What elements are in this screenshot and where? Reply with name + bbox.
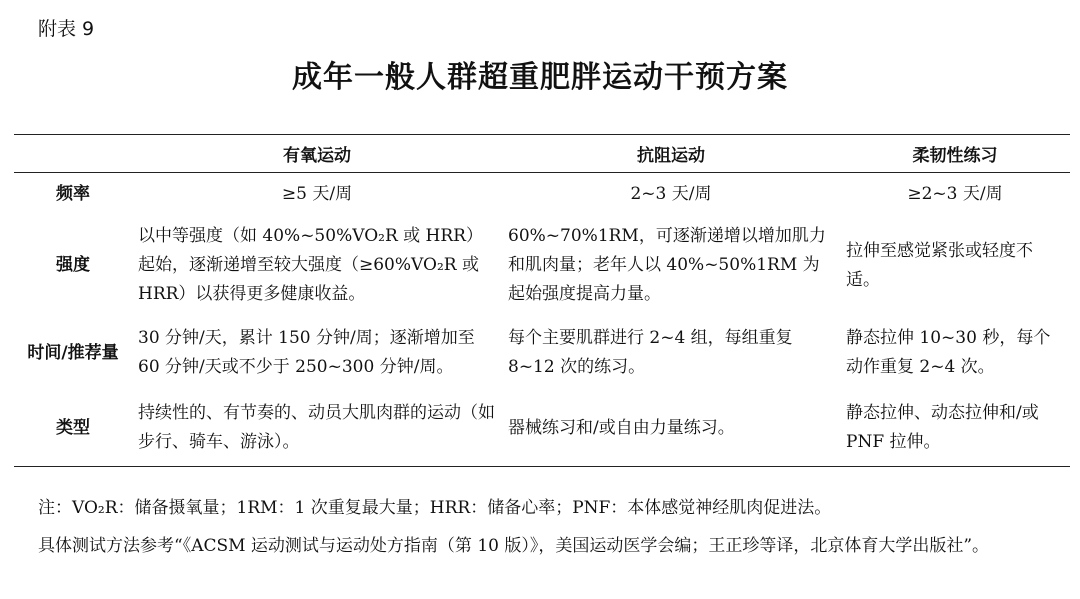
cell-resistance: 2~3 天/周 — [630, 183, 712, 204]
row-label: 类型 — [56, 417, 90, 438]
cell-aerobic: 以中等强度（如 40%~50%VO₂R 或 HRR）起始，逐渐递增至较大强度（≥60%VO₂R 或 HRR）以获得更多健康收益。 — [138, 226, 483, 304]
table-row-duration — [14, 316, 1070, 390]
row-label: 时间/推荐量 — [27, 342, 119, 363]
appendix-label: 附表 9 — [38, 18, 95, 40]
column-header-blank — [14, 135, 132, 173]
cell-resistance: 器械练习和/或自由力量练习。 — [508, 417, 735, 438]
cell-resistance: 60%~70%1RM，可逐渐递增以增加肌力和肌肉量；老年人以 40%~50%1RM 为起始强度提高力量。 — [508, 226, 826, 304]
footnote-reference: 具体测试方法参考“《ACSM 运动测试与运动处方指南（第 10 版）》，美国运动医学会编；王正珍等译，北京体育大学出版社”。 — [38, 536, 990, 556]
cell-aerobic: 持续性的、有节奏的、动员大肌肉群的运动（如步行、骑车、游泳）。 — [138, 403, 495, 452]
column-header-resistance: 抗阻运动 — [637, 146, 705, 166]
cell-aerobic: ≥5 天/周 — [281, 183, 353, 204]
table-row-frequency — [14, 173, 1070, 216]
table-row-intensity — [14, 215, 1070, 316]
column-header-aerobic: 有氧运动 — [283, 146, 351, 166]
column-header-flexibility: 柔韧性练习 — [912, 146, 998, 166]
cell-aerobic: 30 分钟/天，累计 150 分钟/周；逐渐增加至 60 分钟/天或不少于 250~300 分钟/周。 — [138, 328, 475, 377]
row-label: 强度 — [56, 255, 90, 275]
cell-flexibility: ≥2~3 天/周 — [907, 183, 1003, 204]
table-row-type — [14, 390, 1070, 467]
page-title: 成年一般人群超重肥胖运动干预方案 — [292, 60, 788, 95]
cell-resistance: 每个主要肌群进行 2~4 组，每组重复 8~12 次的练习。 — [508, 328, 793, 377]
cell-flexibility: 静态拉伸、动态拉伸和/或 PNF 拉伸。 — [846, 403, 1039, 452]
table-header-row — [14, 135, 1070, 173]
row-label: 频率 — [56, 183, 90, 204]
cell-flexibility: 静态拉伸 10~30 秒，每个动作重复 2~4 次。 — [846, 328, 1051, 377]
footnote-abbreviations: 注：VO₂R：储备摄氧量；1RM：1 次重复最大量；HRR：储备心率；PNF：本体感觉神经肌肉促进法。 — [38, 498, 832, 518]
cell-flexibility: 拉伸至感觉紧张或轻度不适。 — [846, 240, 1033, 290]
exercise-plan-table — [14, 134, 1070, 467]
